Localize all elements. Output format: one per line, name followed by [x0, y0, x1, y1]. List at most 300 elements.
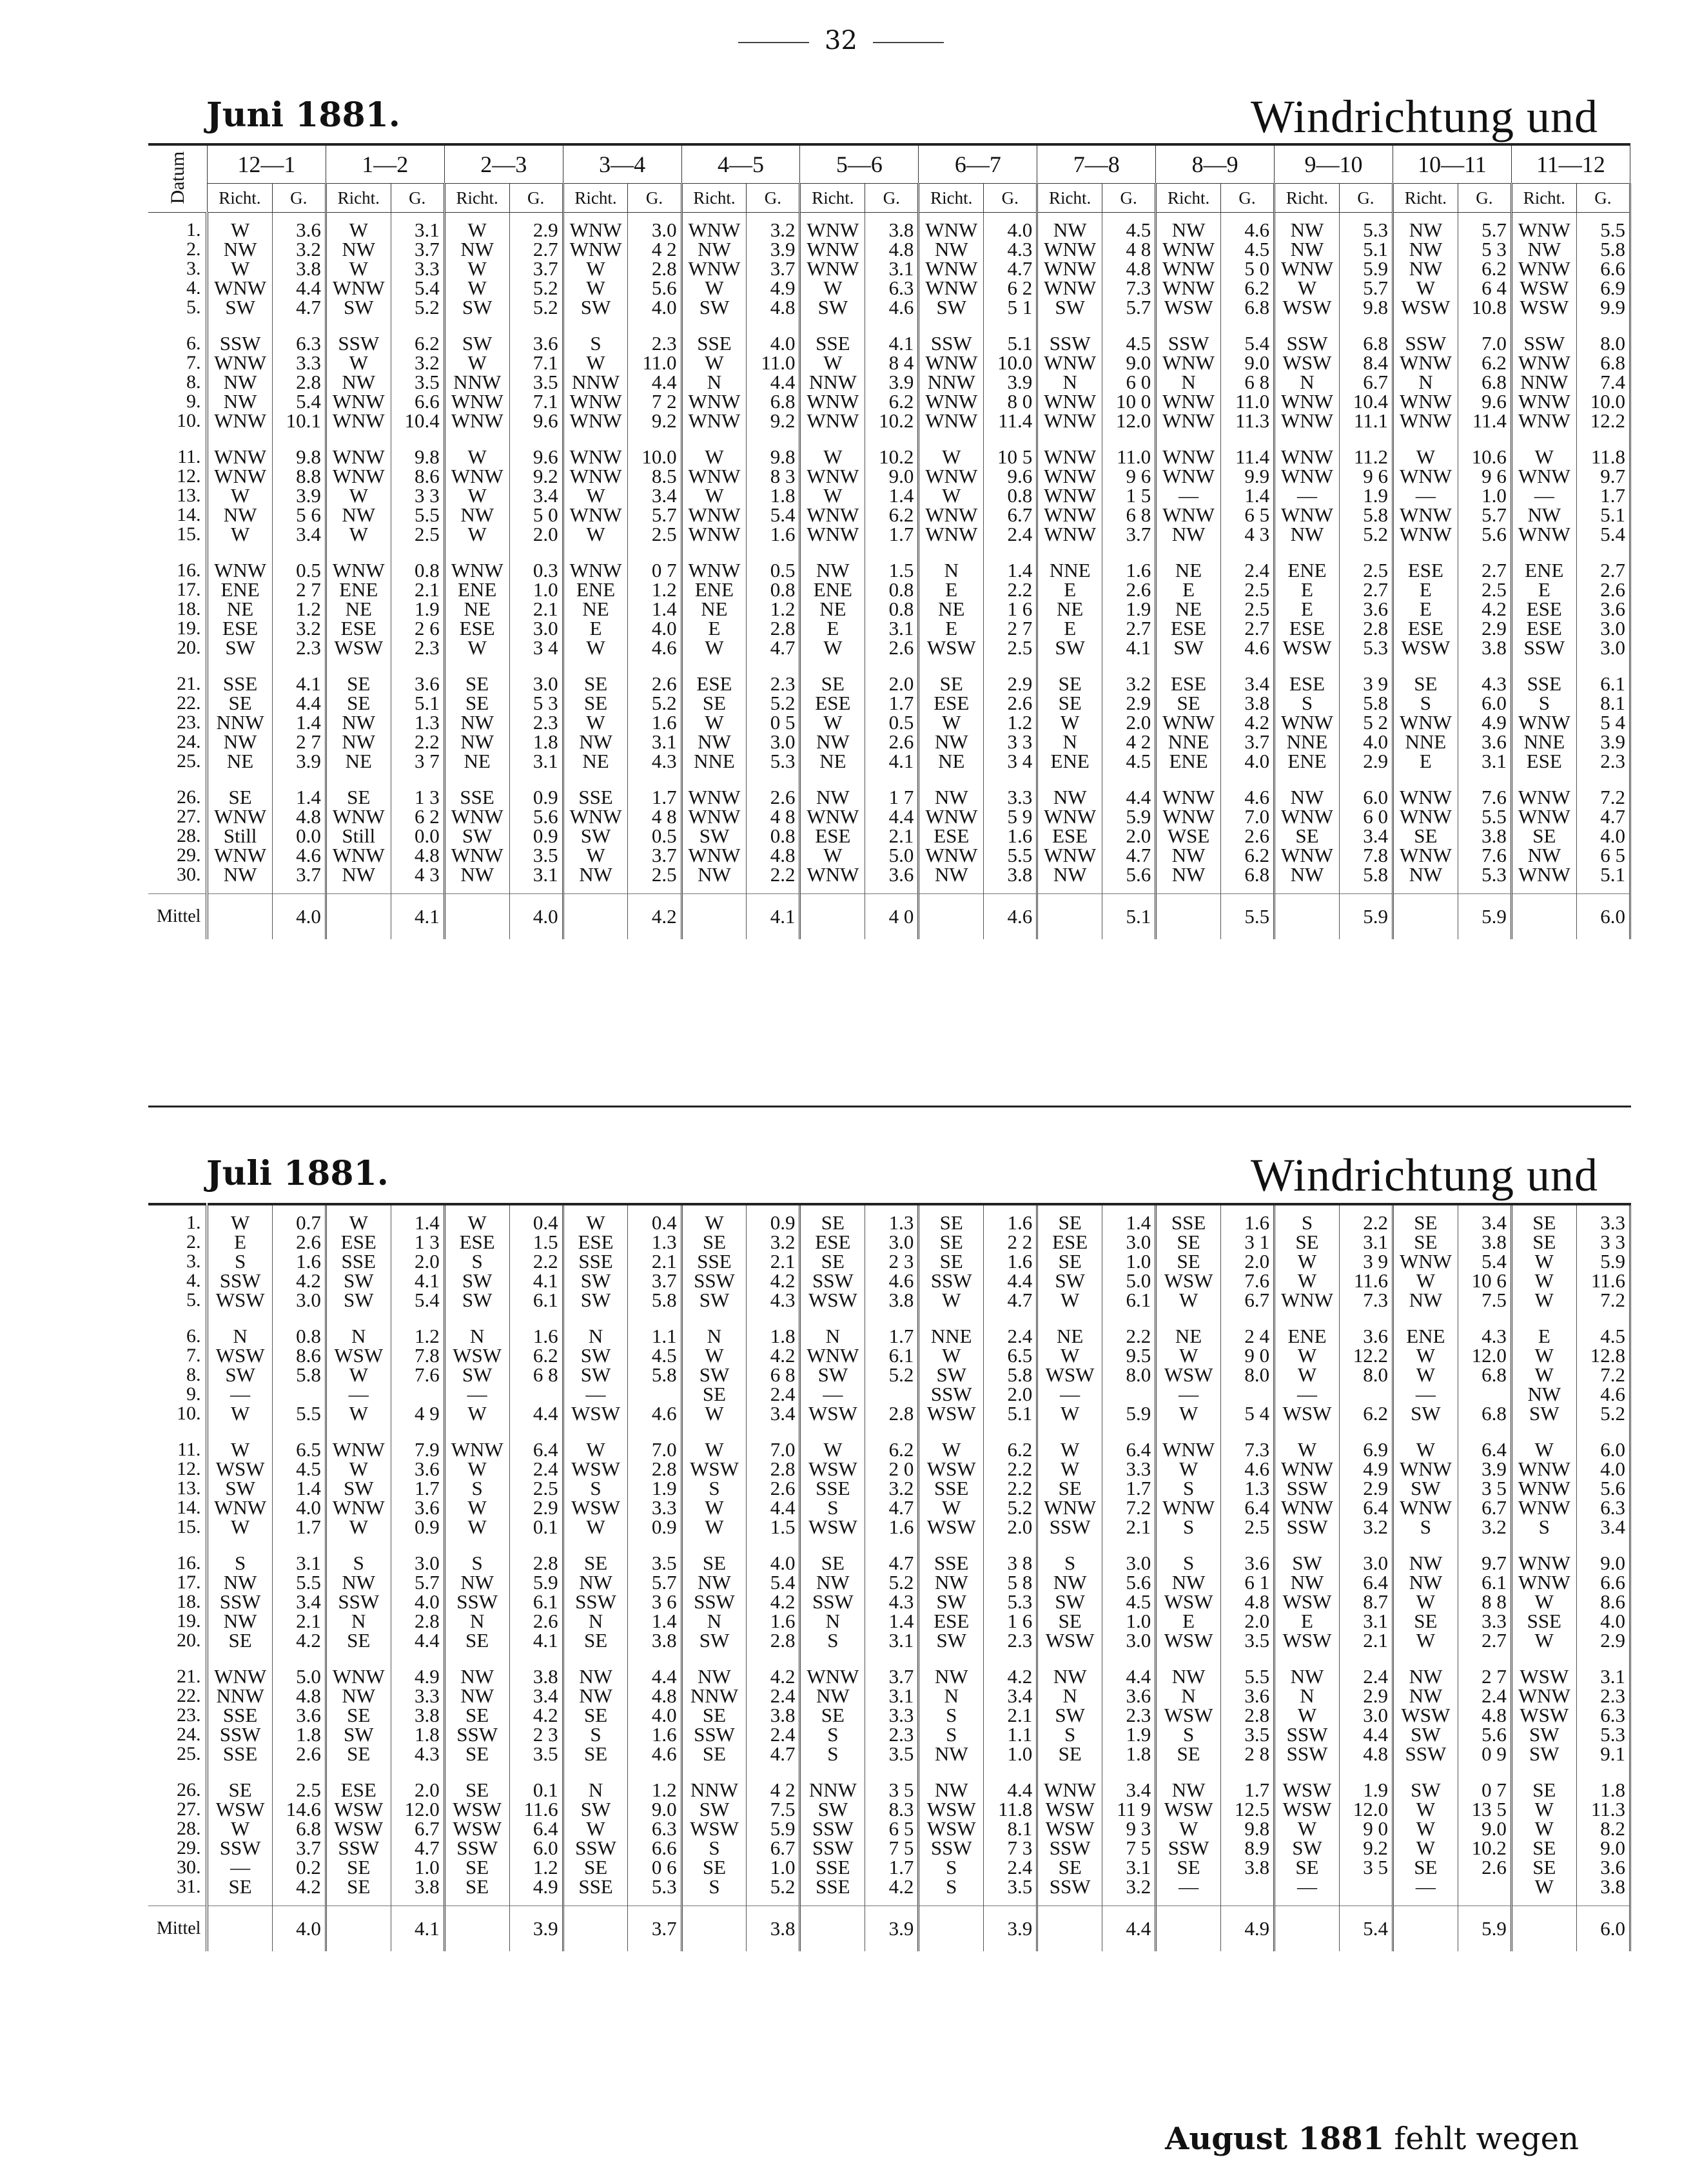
wind-direction: SE [465, 1629, 489, 1652]
wind-direction: NE [582, 598, 609, 620]
wind-speed: 2.1 [770, 1250, 796, 1272]
wind-speed: 3.4 [651, 484, 677, 507]
wind-speed: 1 7 [888, 786, 914, 808]
wind-direction: NW [460, 238, 494, 260]
wind-direction: SSW [456, 1723, 498, 1746]
wind-direction: WNW [1162, 409, 1215, 432]
wind-direction: SE [465, 1856, 489, 1878]
wind-direction: WNW [1044, 390, 1097, 413]
wind-direction: WNW [1518, 219, 1570, 241]
wind-direction: W [823, 445, 843, 468]
datum-header: Datum [148, 144, 207, 213]
wind-speed: 5.2 [1600, 1402, 1625, 1425]
wind-speed: 5 0 [533, 503, 558, 526]
wind-direction: SSW [456, 1837, 498, 1859]
wind-direction: — [1415, 1875, 1436, 1898]
wind-speed: 2.2 [1363, 1211, 1388, 1234]
mittel-value: 4.1 [747, 894, 800, 940]
wind-direction: S [1182, 1552, 1195, 1574]
hour-header: 11—12 [1511, 144, 1630, 184]
wind-speed: 4.6 [651, 1402, 677, 1425]
wind-speed: 5.2 [770, 692, 796, 714]
wind-speed: 5.5 [1600, 219, 1625, 241]
wind-speed: 10.1 [286, 409, 321, 432]
wind-speed: 4.0 [1600, 1610, 1625, 1632]
wind-speed: 2 2 [1007, 1231, 1033, 1253]
wind-speed: 5.7 [1482, 219, 1507, 241]
wind-direction: SSW [219, 1269, 261, 1292]
wind-direction: WNW [1044, 503, 1097, 526]
wind-speed: 3 4 [533, 636, 558, 659]
wind-speed: 1.3 [1244, 1477, 1270, 1499]
wind-speed: 4.6 [1244, 219, 1270, 241]
wind-direction: SE [228, 692, 252, 714]
wind-direction: WNW [1518, 786, 1570, 808]
wind-speed: 2.2 [1007, 578, 1033, 601]
wind-speed: 11.8 [998, 1798, 1033, 1820]
wind-direction: NW [816, 786, 850, 808]
wind-speed: 1.9 [415, 598, 440, 620]
wind-speed: 12.2 [1590, 409, 1625, 432]
wind-direction: SE [1295, 824, 1319, 847]
wind-speed: 5.7 [1363, 277, 1388, 299]
wind-direction: WSW [1045, 1363, 1095, 1386]
wind-speed: 1.8 [1600, 1779, 1625, 1801]
wind-speed: 2.6 [1007, 692, 1033, 714]
mittel-value: 4.6 [984, 894, 1037, 940]
wind-direction: WNW [332, 390, 385, 413]
wind-speed: 4.1 [533, 1629, 558, 1652]
wind-direction: NE [1175, 559, 1202, 581]
wind-speed: 6.2 [888, 390, 914, 413]
wind-speed: 2.7 [1482, 1629, 1507, 1652]
wind-direction: W [467, 277, 487, 299]
wind-direction: NW [1290, 786, 1324, 808]
wind-speed: 0 7 [1482, 1779, 1507, 1801]
hour-header: 12—1 [207, 144, 326, 184]
wind-direction: SE [702, 1552, 727, 1574]
wind-speed: 5.2 [651, 692, 677, 714]
wind-speed: 2.5 [1363, 559, 1388, 581]
wind-speed: 3.5 [888, 1742, 914, 1765]
wind-speed [1340, 1385, 1388, 1404]
wind-direction: N [1062, 730, 1077, 753]
wind-direction: NW [223, 238, 257, 260]
wind-direction: WNW [1044, 844, 1097, 866]
wind-speed: 3.6 [1600, 1856, 1625, 1878]
wind-speed: 7 2 [651, 390, 677, 413]
wind-direction: ESE [340, 1231, 376, 1253]
month-title-juli: Juli 1881. [206, 1154, 389, 1193]
wind-speed: 2.3 [651, 332, 677, 355]
wind-direction: NE [345, 750, 372, 772]
wind-speed: 5.9 [770, 1817, 796, 1840]
wind-speed: 12.8 [1590, 1344, 1625, 1367]
wind-direction: W [349, 484, 368, 507]
wind-direction: SE [347, 1704, 371, 1726]
wind-direction: WSW [926, 1402, 976, 1425]
wind-speed: 1.4 [296, 1477, 321, 1499]
wind-direction: WNW [807, 1665, 859, 1688]
wind-speed: 8.0 [1244, 1363, 1270, 1386]
wind-speed: 9.0 [1482, 1817, 1507, 1840]
mittel-value: 3.9 [865, 1906, 919, 1952]
wind-speed: 5 3 [533, 692, 558, 714]
wind-direction: NW [816, 559, 850, 581]
wind-direction: SE [347, 1742, 371, 1765]
wind-speed: 8 3 [770, 465, 796, 487]
wind-speed: 1.8 [296, 1723, 321, 1746]
wind-speed: 2.6 [533, 1610, 558, 1632]
wind-speed: 5.5 [1482, 805, 1507, 828]
wind-speed: 5 9 [1007, 805, 1033, 828]
wind-direction: — [230, 1856, 251, 1878]
wind-direction: SE [1058, 672, 1082, 695]
wind-speed: 9.6 [1007, 465, 1033, 487]
wind-speed: 3 6 [651, 1590, 677, 1613]
wind-speed [628, 1385, 676, 1404]
wind-direction: SW [817, 1798, 848, 1820]
wind-direction: W [1061, 1458, 1080, 1480]
day-label: 28. [176, 1818, 201, 1839]
wind-speed: 5.1 [1363, 238, 1388, 260]
wind-speed: 3.8 [1482, 1231, 1507, 1253]
wind-speed: 3.9 [1482, 1458, 1507, 1480]
wind-direction: WSW [1164, 1629, 1213, 1652]
wind-direction: S [590, 1477, 601, 1499]
wind-speed: 3.6 [1126, 1684, 1151, 1707]
speed-subheader: G. [391, 184, 444, 213]
wind-direction: SW [699, 1798, 730, 1820]
wind-speed: 1.4 [651, 1610, 677, 1632]
wind-speed: 4.4 [415, 1629, 440, 1652]
wind-speed: 1.4 [1007, 559, 1033, 581]
speed-subheader: G. [1458, 184, 1511, 213]
mittel-spacer [1511, 894, 1576, 940]
wind-speed: 2.8 [770, 617, 796, 639]
wind-direction: SW [1529, 1742, 1560, 1765]
wind-direction: WNW [1162, 277, 1215, 299]
wind-speed: 4.2 [1007, 1665, 1033, 1688]
wind-speed: 0 7 [651, 559, 677, 581]
wind-direction: NW [579, 863, 612, 886]
speed-subheader: G. [747, 184, 800, 213]
wind-direction: WNW [1399, 390, 1452, 413]
speed-subheader: G. [984, 184, 1037, 213]
wind-speed: 2.6 [296, 1231, 321, 1253]
wind-speed: 3.8 [296, 257, 321, 280]
wind-speed: 6.5 [1007, 1344, 1033, 1367]
wind-direction: SE [1058, 1250, 1082, 1272]
wind-speed: 6.4 [1244, 1496, 1270, 1519]
wind-direction: ENE [576, 578, 616, 601]
day-label: 12. [176, 465, 201, 487]
wind-direction: WNW [214, 844, 267, 866]
wind-speed: 6.1 [1600, 672, 1625, 695]
wind-direction: SSW [1168, 1837, 1209, 1859]
wind-speed: 4.3 [1482, 1325, 1507, 1347]
wind-direction: SSE [934, 1477, 969, 1499]
wind-direction: WNW [1518, 257, 1570, 280]
wind-direction: NNE [1286, 730, 1328, 753]
wind-direction: WNW [688, 503, 741, 526]
wind-direction: ESE [1171, 617, 1207, 639]
wind-direction: WSW [690, 1817, 739, 1840]
dash-left [738, 42, 809, 43]
wind-speed: 10 5 [997, 445, 1033, 468]
wind-direction: — [1296, 1383, 1317, 1405]
wind-direction: WNW [1044, 238, 1097, 260]
wind-speed: 4 2 [651, 238, 677, 260]
wind-direction: SSE [816, 1856, 850, 1878]
wind-speed: 6.1 [888, 1344, 914, 1367]
wind-direction: W [349, 1402, 368, 1425]
wind-speed: 3.2 [888, 1477, 914, 1499]
wind-direction: WNW [807, 503, 859, 526]
wind-direction: SSW [1168, 332, 1209, 355]
wind-speed: 4.9 [415, 1665, 440, 1688]
wind-direction: SE [1295, 1231, 1319, 1253]
wind-speed: 2.2 [1007, 1477, 1033, 1499]
wind-speed: 1.9 [651, 1477, 677, 1499]
wind-speed: 0.3 [533, 559, 558, 581]
mittel-value: 4.2 [628, 894, 681, 940]
wind-direction: WNW [1044, 351, 1097, 374]
wind-speed: 2.3 [1600, 1684, 1625, 1707]
wind-speed: 3.2 [415, 351, 440, 374]
wind-direction: WSW [1401, 1704, 1451, 1726]
wind-speed: 1.6 [770, 523, 796, 545]
day-label: 14. [176, 504, 201, 525]
mittel-label: Mittel [148, 894, 207, 940]
wind-direction: WNW [688, 844, 741, 866]
wind-speed: 2.5 [1244, 1516, 1270, 1538]
wind-direction: W [230, 1516, 250, 1538]
wind-speed: 4.0 [296, 1496, 321, 1519]
wind-direction: SE [583, 1629, 608, 1652]
wind-direction: SSW [219, 1590, 261, 1613]
wind-direction: WSW [453, 1817, 502, 1840]
wind-speed: 2.6 [1126, 578, 1151, 601]
wind-speed: 6.2 [415, 332, 440, 355]
wind-direction: SSE [934, 1552, 969, 1574]
wind-speed: 3.8 [888, 1289, 914, 1311]
wind-direction: SE [1532, 1837, 1556, 1859]
wind-speed: 1.0 [533, 578, 558, 601]
wind-speed: 6.1 [1126, 1289, 1151, 1311]
wind-direction: WSW [1045, 1629, 1095, 1652]
wind-direction: SW [343, 1477, 374, 1499]
wind-direction: S [709, 1477, 720, 1499]
wind-direction: SW [1173, 636, 1204, 659]
day-label: 29. [176, 1837, 201, 1858]
wind-speed: 9.6 [533, 445, 558, 468]
wind-direction: ESE [934, 692, 970, 714]
wind-speed: 4.2 [296, 1629, 321, 1652]
wind-speed: 1.2 [533, 1856, 558, 1878]
wind-speed: 11.4 [998, 409, 1033, 432]
wind-direction: NW [1409, 257, 1443, 280]
wind-speed: 5.4 [1600, 523, 1625, 545]
wind-direction: W [1178, 1458, 1198, 1480]
wind-speed: 3.8 [1482, 636, 1507, 659]
wind-direction: NW [816, 1571, 850, 1594]
wind-speed: 6 2 [415, 805, 440, 828]
wind-direction: SE [347, 1856, 371, 1878]
wind-speed: 6.1 [1482, 1571, 1507, 1594]
wind-speed: 3.4 [296, 523, 321, 545]
wind-speed: 5.3 [1363, 219, 1388, 241]
wind-direction: WNW [1281, 1496, 1333, 1519]
wind-direction: SW [699, 824, 730, 847]
wind-direction: SW [462, 296, 493, 318]
wind-direction: WNW [214, 805, 267, 828]
wind-speed: 7.6 [1482, 786, 1507, 808]
wind-direction: WNW [1399, 465, 1452, 487]
wind-direction: ENE [458, 578, 497, 601]
wind-speed: 2.8 [533, 1552, 558, 1574]
wind-speed: 1.9 [1126, 598, 1151, 620]
wind-speed: 3.4 [1363, 824, 1388, 847]
wind-direction: S [709, 1837, 720, 1859]
wind-speed: 9.6 [533, 409, 558, 432]
wind-speed: 2.4 [1244, 559, 1270, 581]
wind-direction: WNW [1281, 390, 1333, 413]
wind-speed: 2.6 [888, 636, 914, 659]
mittel-value: 5.5 [1220, 894, 1274, 940]
wind-speed: 1.5 [888, 559, 914, 581]
wind-direction: W [823, 636, 843, 659]
wind-speed: 5.9 [533, 1571, 558, 1594]
wind-speed: 6.3 [651, 1817, 677, 1840]
wind-speed: 5.8 [651, 1363, 677, 1386]
wind-speed: 3.4 [1482, 1211, 1507, 1234]
wind-direction: WNW [1518, 409, 1570, 432]
wind-direction: NW [1409, 1552, 1443, 1574]
wind-direction: NE [226, 750, 254, 772]
wind-speed: 2.1 [1126, 1516, 1151, 1538]
wind-direction: SE [228, 1875, 252, 1898]
wind-direction: S [1182, 1723, 1195, 1746]
wind-direction: SE [347, 672, 371, 695]
wind-direction: NW [460, 1665, 494, 1688]
wind-speed: 2.8 [651, 257, 677, 280]
wind-speed: 3.0 [1126, 1552, 1151, 1574]
wind-direction: WNW [569, 445, 622, 468]
wind-direction: SE [583, 1704, 608, 1726]
wind-direction: WSW [334, 1817, 384, 1840]
wind-speed: 4.4 [770, 1496, 796, 1519]
wind-speed: 5.7 [415, 1571, 440, 1594]
wind-speed: 4.0 [415, 1590, 440, 1613]
wind-direction: WNW [807, 219, 859, 241]
wind-speed: 7 5 [888, 1837, 914, 1859]
wind-speed: 3 3 [1007, 730, 1033, 753]
mittel-spacer [326, 1906, 391, 1952]
wind-speed: 6.3 [1600, 1496, 1625, 1519]
hour-header: 3—4 [563, 144, 681, 184]
wind-direction: SW [343, 1289, 374, 1311]
day-label: 11. [177, 446, 201, 467]
wind-speed: 4.4 [296, 277, 321, 299]
day-label: 16. [176, 560, 201, 581]
wind-direction: NW [342, 730, 376, 753]
wind-direction: SW [936, 1629, 967, 1652]
wind-direction: NW [1409, 1289, 1443, 1311]
wind-direction: WNW [214, 559, 267, 581]
wind-speed: 4.5 [1126, 219, 1151, 241]
wind-direction: W [467, 1211, 487, 1234]
wind-direction: SSW [1523, 332, 1565, 355]
wind-speed: 4.0 [651, 296, 677, 318]
wind-direction: W [1534, 1438, 1554, 1461]
wind-speed: 2.4 [770, 1383, 796, 1405]
wind-speed: 2.5 [1244, 598, 1270, 620]
wind-direction: ESE [340, 617, 376, 639]
wind-direction: — [1178, 1383, 1199, 1405]
wind-speed: 3.1 [415, 219, 440, 241]
wind-direction: SSE [578, 786, 613, 808]
wind-direction: WSW [1282, 1798, 1332, 1820]
day-label: 7. [186, 1345, 201, 1366]
wind-direction: NW [1290, 863, 1324, 886]
wind-direction: NW [1171, 523, 1206, 545]
wind-direction: ENE [1406, 1325, 1445, 1347]
wind-speed: 1.9 [1363, 484, 1388, 507]
wind-direction: SW [699, 1629, 730, 1652]
wind-speed: 4.6 [651, 1742, 677, 1765]
mittel-value: 3.7 [628, 1906, 681, 1952]
wind-direction: W [586, 711, 605, 734]
wind-speed: 5.2 [888, 1571, 914, 1594]
wind-speed: 4.7 [888, 1552, 914, 1574]
wind-direction: W [942, 1438, 961, 1461]
wind-speed: 4.4 [1126, 1665, 1151, 1688]
wind-speed: 4.6 [1244, 1458, 1270, 1480]
wind-direction: NE [819, 598, 846, 620]
wind-direction: N [825, 1325, 841, 1347]
wind-direction: NE [1057, 598, 1084, 620]
wind-direction: SW [1292, 1837, 1322, 1859]
wind-direction: NNW [1520, 371, 1569, 393]
wind-direction: WNW [1044, 1779, 1097, 1801]
wind-direction: SW [1411, 1477, 1441, 1499]
wind-speed: 7.2 [1600, 786, 1625, 808]
wind-direction: NE [1175, 598, 1202, 620]
wind-speed: 3.4 [533, 484, 558, 507]
wind-speed: 10 6 [1471, 1269, 1507, 1292]
wind-direction: N [707, 371, 722, 393]
wind-speed: 4.2 [770, 1269, 796, 1292]
wind-speed: 6.4 [1363, 1571, 1388, 1594]
wind-speed: 3.8 [1600, 1875, 1625, 1898]
direction-subheader: Richt. [1511, 184, 1576, 213]
wind-direction: NW [460, 863, 494, 886]
day-label: 3. [186, 1251, 201, 1272]
wind-direction: WNW [688, 465, 741, 487]
wind-speed: 12.2 [1353, 1344, 1388, 1367]
wind-speed: 12.5 [1234, 1798, 1270, 1820]
wind-speed: 3.1 [651, 730, 677, 753]
page-number: 32 [0, 26, 1682, 55]
wind-speed [273, 1385, 321, 1404]
day-label: 11. [177, 1439, 201, 1460]
day-label: 2. [186, 1231, 201, 1253]
wind-speed: 3 8 [1007, 1552, 1033, 1574]
wind-speed: 2 8 [1244, 1742, 1270, 1765]
wind-speed: 5.3 [1600, 1723, 1625, 1746]
wind-speed: 3.1 [888, 257, 914, 280]
